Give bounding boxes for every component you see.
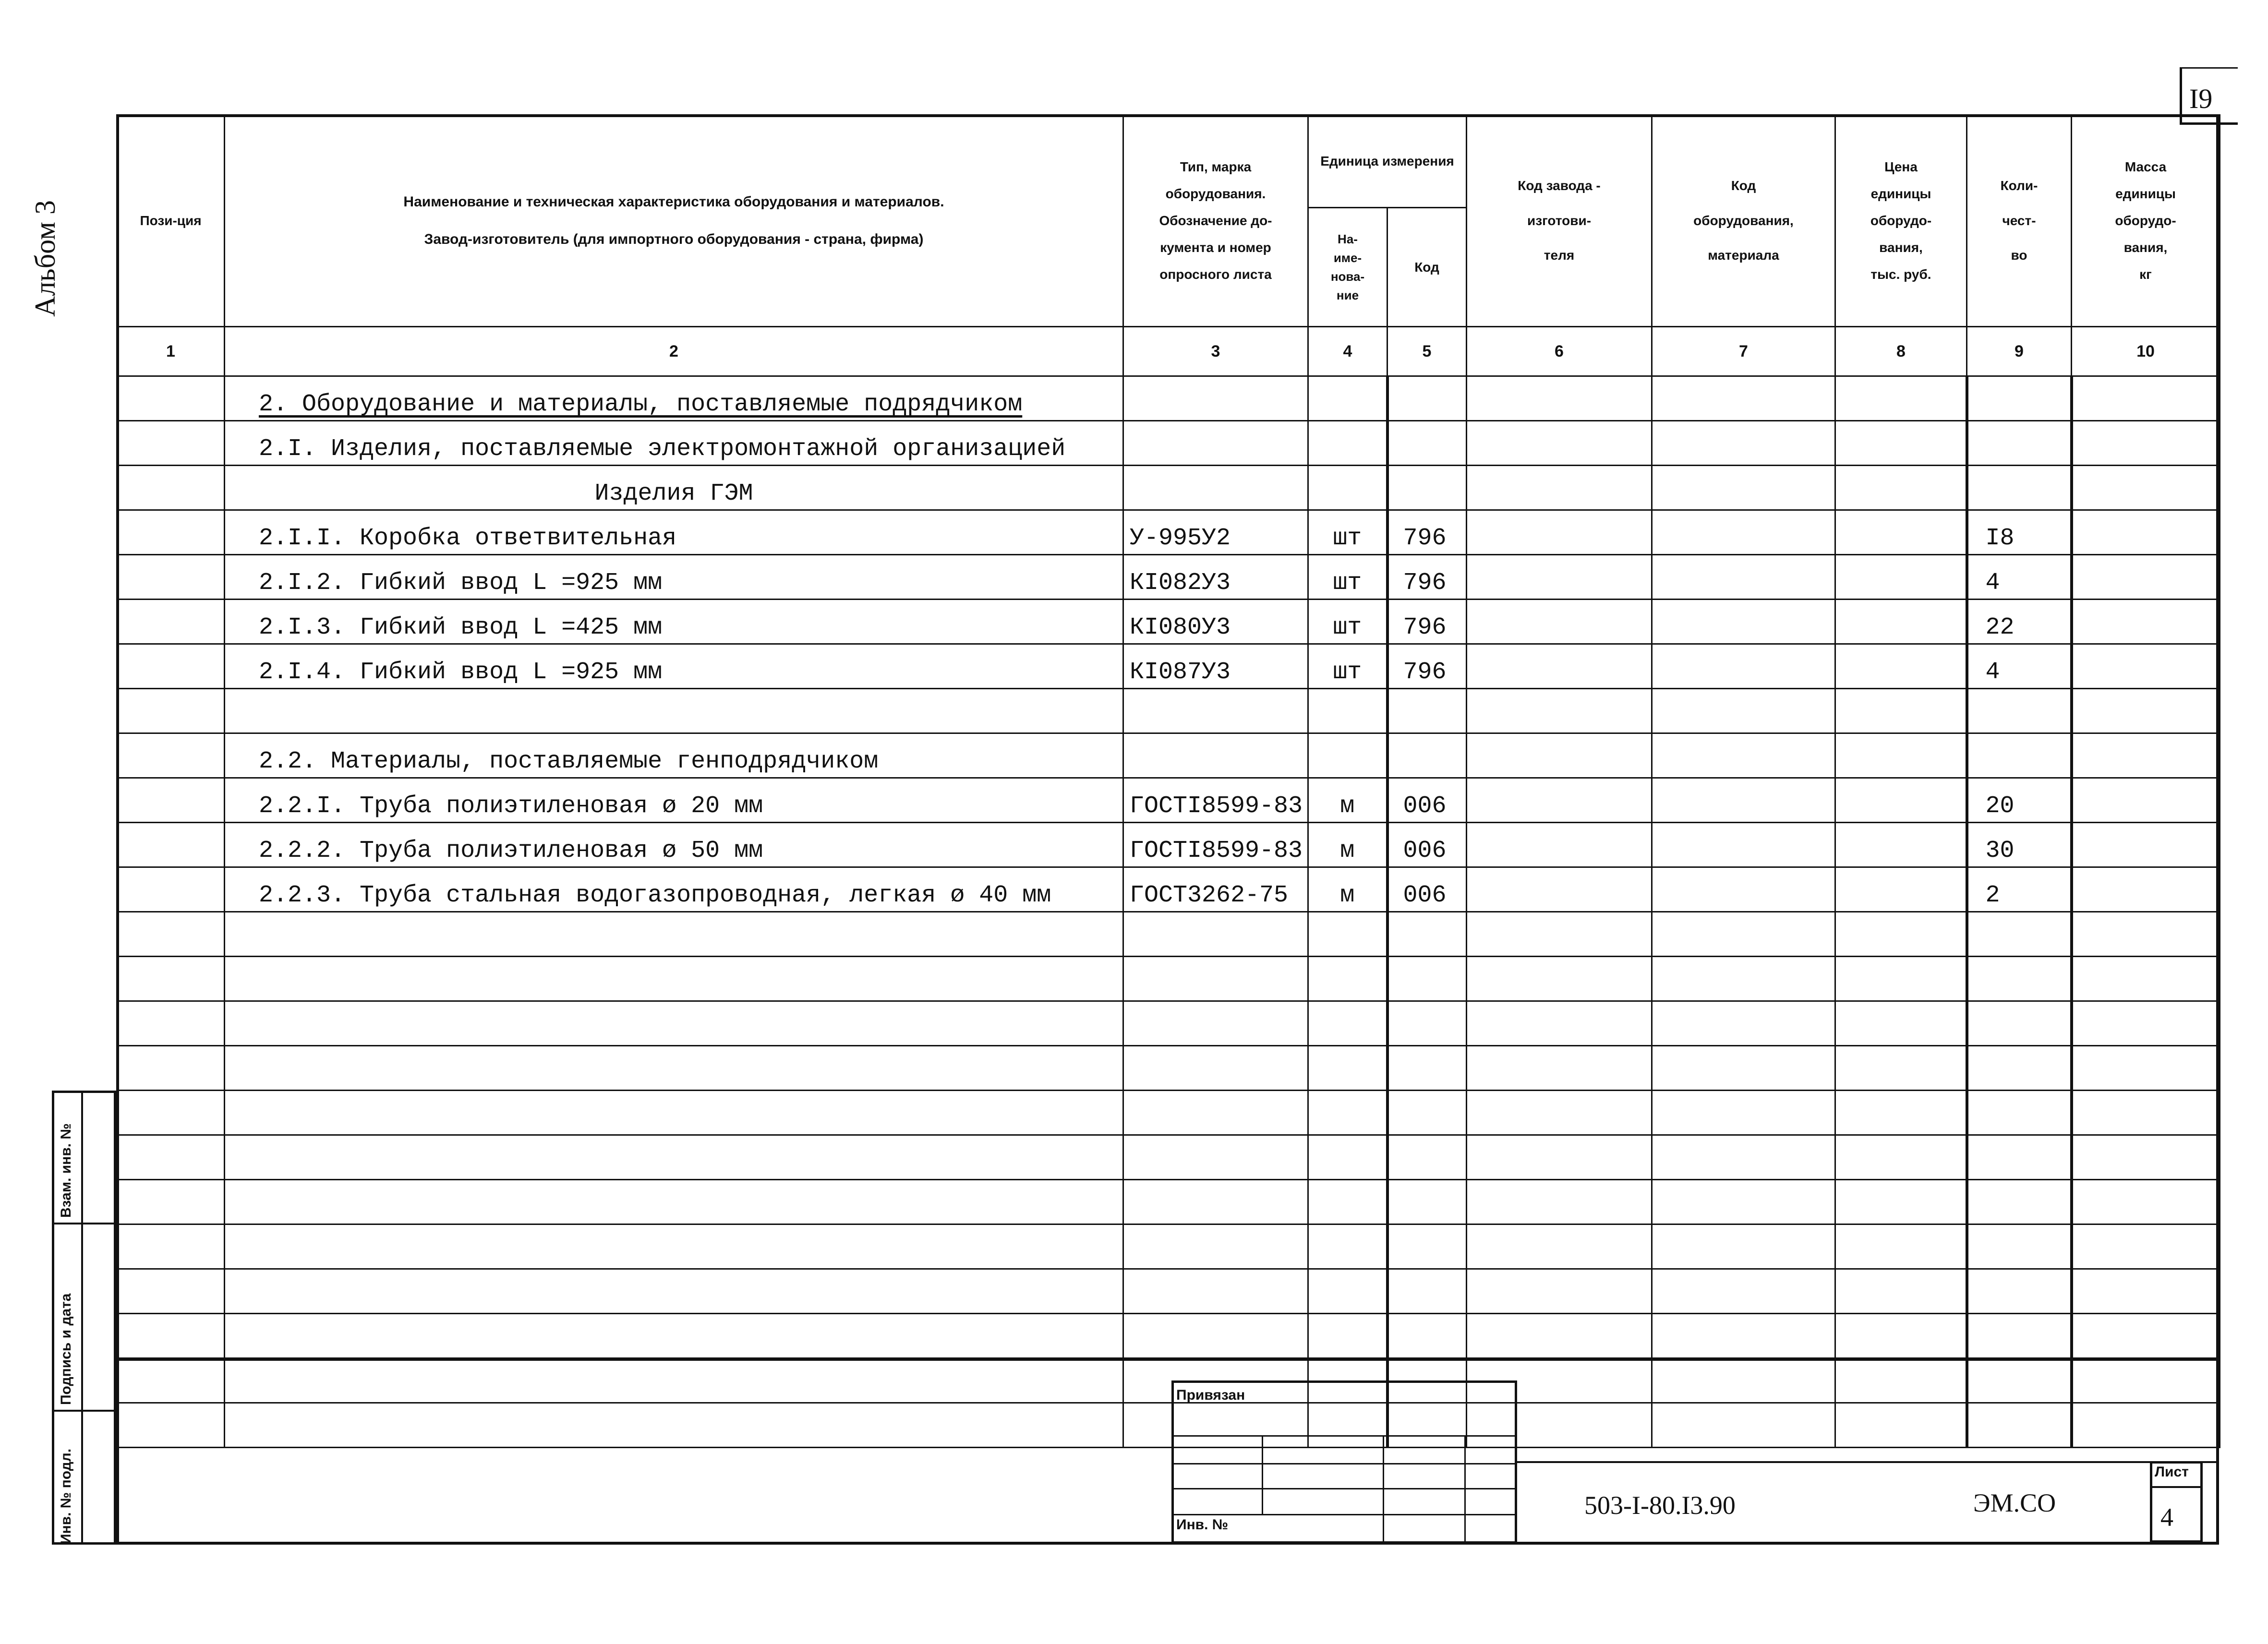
header-unit-l3: нова-	[1330, 269, 1365, 284]
table-cell: КI080У3	[1123, 600, 1308, 644]
table-cell: 006	[1387, 867, 1467, 912]
col-number-6: 6	[1467, 327, 1652, 376]
table-cell: 2.2. Материалы, поставляемые генподрядчиком	[225, 733, 1123, 778]
header-qty-l2: чест-	[2002, 213, 2036, 228]
header-unit-l4: ние	[1336, 288, 1359, 302]
header-price-l4: вания,	[1879, 240, 1923, 255]
header-unit-code: Код	[1387, 208, 1467, 327]
header-mass-l5: кг	[2139, 267, 2152, 282]
header-mass-l2: единицы	[2115, 186, 2176, 201]
col-number-3: 3	[1123, 327, 1308, 376]
table-cell: 006	[1387, 778, 1467, 823]
side-inv-podl-label: Инв. № подл.	[58, 1448, 74, 1544]
table-cell: 2	[1967, 867, 2072, 912]
table-cell: 22	[1967, 600, 2072, 644]
col-number-8: 8	[1835, 327, 1967, 376]
page-number: I9	[2189, 83, 2213, 114]
table-cell: ГОСТI8599-83	[1123, 823, 1308, 867]
col-number-2: 2	[225, 327, 1123, 376]
header-name-line1: Наименование и техническая характеристика оборудования и материалов.	[403, 194, 944, 210]
table-cell: 2.I.2. Гибкий ввод L =925 мм	[225, 555, 1123, 600]
header-price-l5: тыс. руб.	[1870, 267, 1931, 282]
side-stamp-row-line	[54, 1410, 119, 1412]
header-equip-l3: материала	[1708, 248, 1779, 263]
binding-label: Привязан	[1176, 1387, 1245, 1403]
table-cell: ГОСТ3262-75	[1123, 867, 1308, 912]
header-unit-group: Единица измерения	[1308, 115, 1467, 208]
header-factory-l1: Код завода -	[1518, 178, 1601, 193]
header-mass-l4: вания,	[2123, 240, 2168, 255]
header-price-l3: оборудо-	[1870, 213, 1932, 228]
header-price-l1: Цена	[1884, 159, 1918, 174]
table-cell: 2.I.4. Гибкий ввод L =925 мм	[225, 644, 1123, 689]
table-cell: I8	[1967, 510, 2072, 555]
col-number-5: 5	[1387, 327, 1467, 376]
table-cell: шт	[1308, 644, 1387, 689]
side-sign-date-label: Подпись и дата	[58, 1293, 74, 1405]
document-code: 503-I-80.I3.90	[1584, 1491, 1736, 1520]
table-cell: 2.I.3. Гибкий ввод L =425 мм	[225, 600, 1123, 644]
col-number-9: 9	[1967, 327, 2072, 376]
table-cell: м	[1308, 867, 1387, 912]
table-cell: 796	[1387, 644, 1467, 689]
col-number-4: 4	[1308, 327, 1387, 376]
table-cell: 2.I.I. Коробка ответвительная	[225, 510, 1123, 555]
sheet-number: 4	[2160, 1503, 2173, 1532]
header-equip-l2: оборудования,	[1693, 213, 1794, 228]
header-qty-l3: во	[2011, 248, 2027, 263]
header-name-line2: Завод-изготовитель (для импортного оборудования - страна, фирма)	[424, 231, 924, 247]
table-cell: 2.2.2. Труба полиэтиленовая ø 50 мм	[225, 823, 1123, 867]
side-stamp-row-line	[54, 1223, 119, 1224]
table-cell: 2.I. Изделия, поставляемые электромонтажной организацией	[225, 421, 1123, 466]
header-equip-l1: Код	[1731, 178, 1756, 193]
drawing-frame	[116, 114, 2219, 1545]
document-mark: ЭМ.СО	[1973, 1488, 2056, 1517]
table-cell: шт	[1308, 555, 1387, 600]
header-type-l1: Тип, марка	[1180, 159, 1252, 174]
header-position: Пози-ция	[117, 115, 225, 327]
sheet-label: Лист	[2155, 1464, 2189, 1480]
table-cell: У-995У2	[1123, 510, 1308, 555]
header-factory-l3: теля	[1544, 248, 1575, 263]
table-cell: 4	[1967, 644, 2072, 689]
table-cell: Изделия ГЭМ	[225, 466, 1123, 510]
table-cell: 796	[1387, 510, 1467, 555]
col-number-10: 10	[2072, 327, 2220, 376]
header-factory-l2: изготови-	[1527, 213, 1592, 228]
col-number-7: 7	[1652, 327, 1835, 376]
table-cell: м	[1308, 823, 1387, 867]
header-type-l5: опросного листа	[1159, 267, 1272, 282]
header-mass-l3: оборудо-	[2115, 213, 2176, 228]
header-type-l2: оборудования.	[1165, 186, 1266, 201]
table-cell: 2.2.I. Труба полиэтиленовая ø 20 мм	[225, 778, 1123, 823]
table-cell: 4	[1967, 555, 2072, 600]
inventory-number-label: Инв. №	[1176, 1517, 1229, 1533]
table-cell: КI087У3	[1123, 644, 1308, 689]
table-cell: 2.2.3. Труба стальная водогазопроводная, легкая ø 40 мм	[225, 867, 1123, 912]
table-cell: м	[1308, 778, 1387, 823]
header-unit-l2: име-	[1333, 250, 1362, 265]
table-cell: 796	[1387, 600, 1467, 644]
table-cell: ГОСТI8599-83	[1123, 778, 1308, 823]
side-inv-vzam-label: Взам. инв. №	[58, 1123, 74, 1218]
side-stamp	[52, 1091, 116, 1545]
side-stamp-divider	[81, 1093, 83, 1542]
header-mass-l1: Масса	[2124, 159, 2167, 174]
table-cell: 796	[1387, 555, 1467, 600]
table-cell: шт	[1308, 510, 1387, 555]
album-label: Альбом 3	[29, 200, 61, 317]
header-unit-l1: На-	[1338, 231, 1358, 246]
col-number-1: 1	[117, 327, 225, 376]
table-cell: шт	[1308, 600, 1387, 644]
header-price-l2: единицы	[1870, 186, 1931, 201]
header-type-l4: кумента и номер	[1160, 240, 1271, 255]
table-cell: 20	[1967, 778, 2072, 823]
header-qty-l1: Коли-	[2000, 178, 2038, 193]
header-type-l3: Обозначение до-	[1159, 213, 1272, 228]
table-cell: 30	[1967, 823, 2072, 867]
table-cell: 2. Оборудование и материалы, поставляемые подрядчиком	[225, 376, 1123, 421]
table-cell: 006	[1387, 823, 1467, 867]
table-cell: КI082У3	[1123, 555, 1308, 600]
